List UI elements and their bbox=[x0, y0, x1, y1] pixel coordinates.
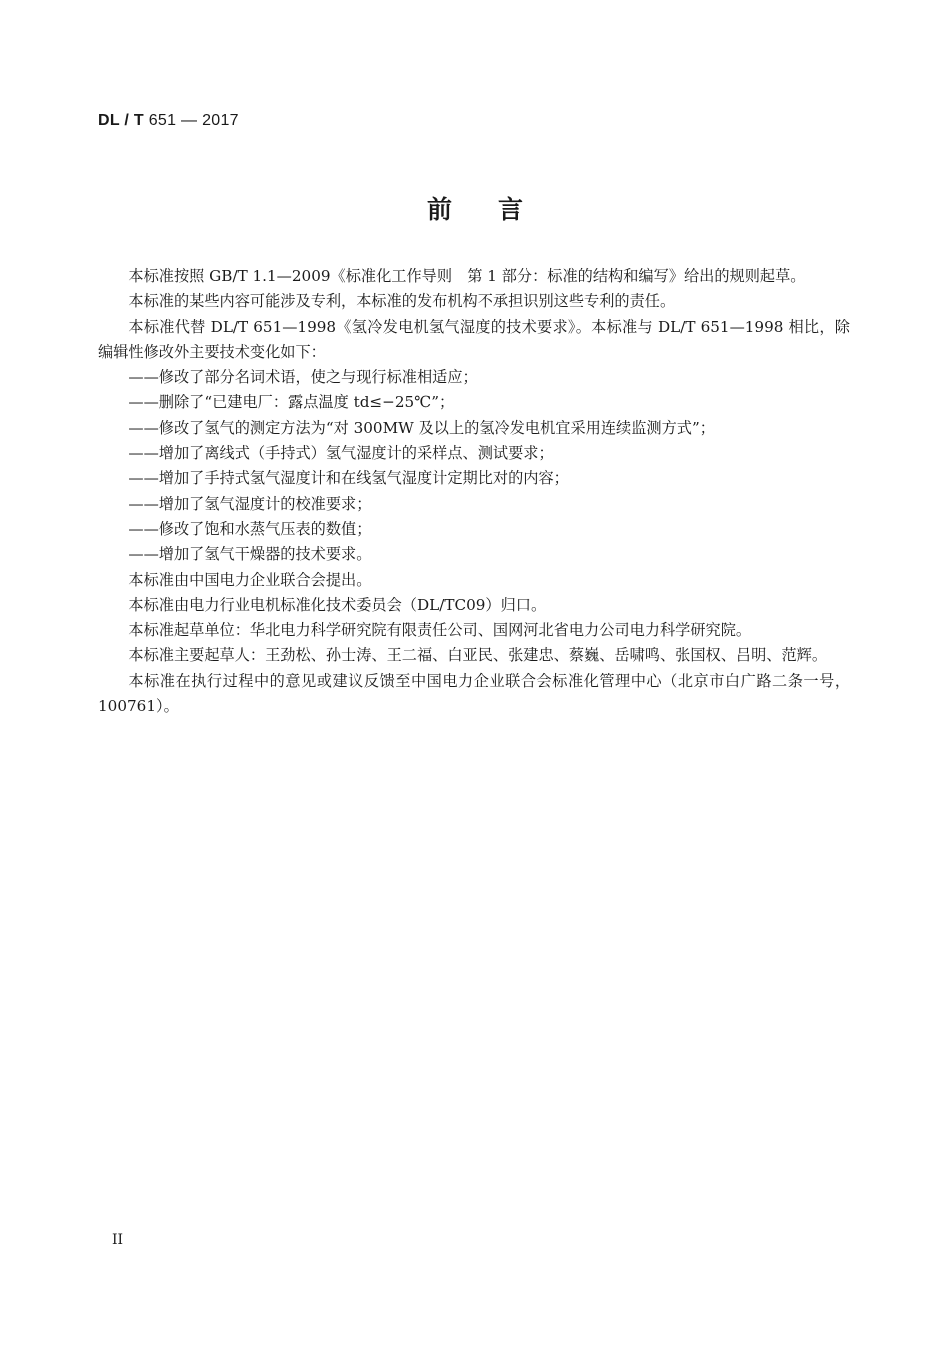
paragraph-managed-by: 本标准由电力行业电机标准化技术委员会（DL/TC09）归口。 bbox=[128, 595, 547, 614]
paragraph-drafting-units: 本标准起草单位：华北电力科学研究院有限责任公司、国网河北省电力公司电力科学研究院。 bbox=[128, 621, 752, 640]
standard-prefix: DL / T bbox=[98, 112, 144, 129]
paragraph-patents: 本标准的某些内容可能涉及专利，本标准的发布机构不承担识别这些专利的责任。 bbox=[128, 292, 676, 311]
page-number: II bbox=[112, 1232, 124, 1248]
change-item: ——修改了部分名词术语，使之与现行标准相适应； bbox=[128, 368, 478, 387]
paragraph-replaces: 本标准代替 DL/T 651—1998《氢冷发电机氢气湿度的技术要求》。本标准与 DL/T 651—1998 相比，除编辑性修改外主要技术变化如下： bbox=[98, 317, 850, 361]
paragraph-proposed-by: 本标准由中国电力企业联合会提出。 bbox=[128, 570, 372, 589]
page-title: 前言 bbox=[426, 195, 569, 224]
paragraph-drafting-rules: 本标准按照 GB/T 1.1—2009《标准化工作导则 第 1 部分：标准的结构和编写》给出的规则起草。 bbox=[128, 267, 806, 285]
change-item: ——增加了氢气湿度计的校准要求； bbox=[128, 494, 372, 513]
change-item: ——增加了氢气干燥器的技术要求。 bbox=[128, 545, 372, 564]
change-item: ——增加了手持式氢气湿度计和在线氢气湿度计定期比对的内容； bbox=[128, 469, 569, 488]
foreword-body bbox=[98, 264, 850, 719]
change-item: ——修改了饱和水蒸气压表的数值； bbox=[128, 519, 372, 538]
standard-number: 651 — 2017 bbox=[148, 112, 239, 129]
change-item: ——删除了“已建电厂：露点温度 td≤−25℃”； bbox=[128, 393, 455, 412]
paragraph-feedback: 本标准在执行过程中的意见或建议反馈至中国电力企业联合会标准化管理中心（北京市白广路二条一号，100761）。 bbox=[98, 671, 850, 716]
change-item: ——增加了离线式（手持式）氢气湿度计的采样点、测试要求； bbox=[128, 444, 554, 463]
standard-code bbox=[98, 112, 239, 130]
paragraph-drafters: 本标准主要起草人：王劲松、孙士涛、王二福、白亚民、张建忠、蔡巍、岳啸鸣、张国权、吕明、范辉。 bbox=[128, 646, 828, 665]
change-item: ——修改了氢气的测定方法为“对 300MW 及以上的氢冷发电机宜采用连续监测方式”； bbox=[128, 418, 715, 437]
